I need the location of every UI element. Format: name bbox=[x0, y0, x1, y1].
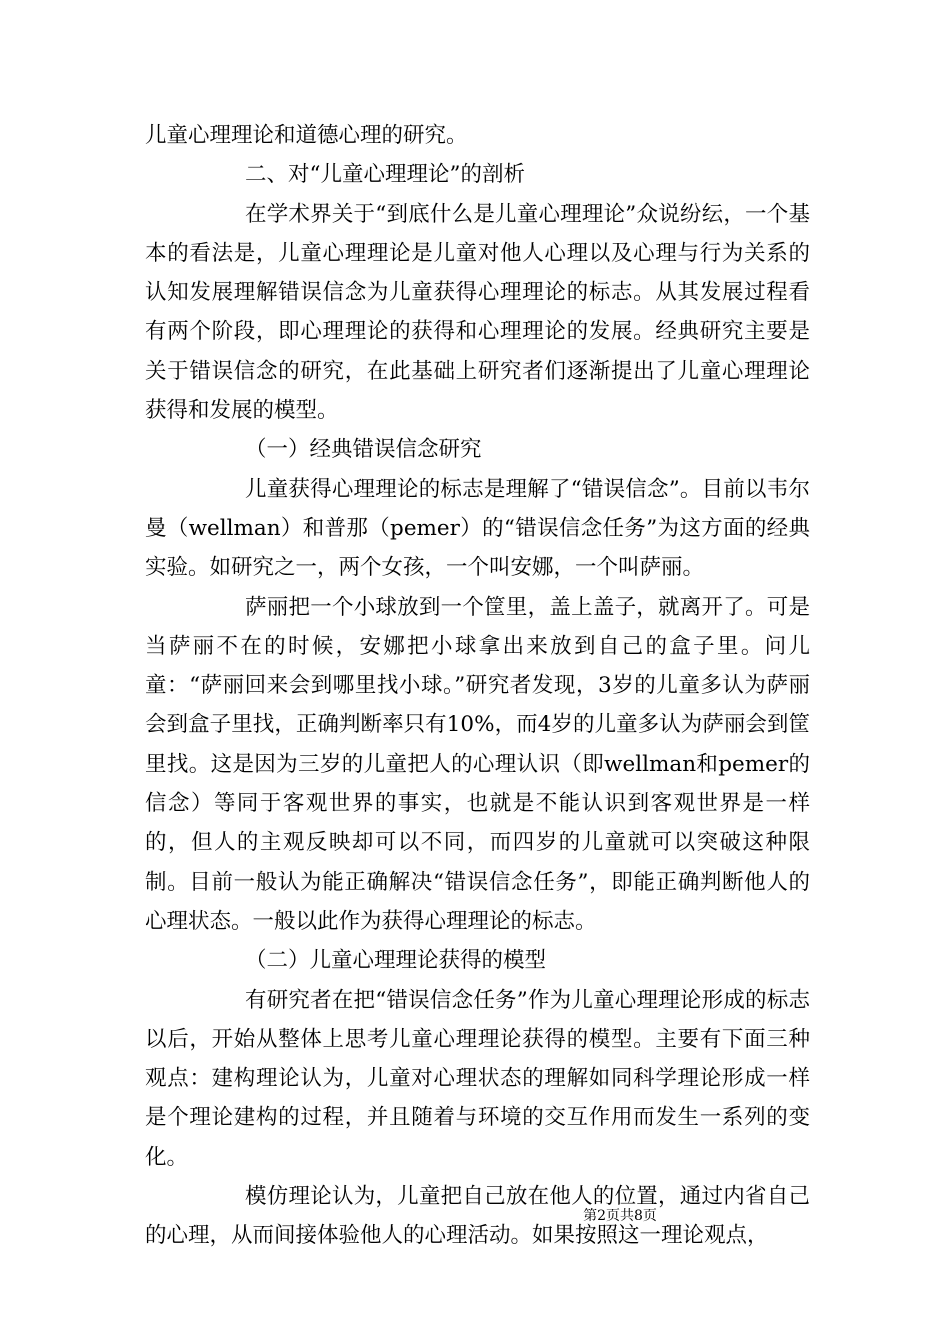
paragraph-false-belief-task: 儿童获得心理理论的标志是理解了“错误信念”。目前以韦尔曼（wellman）和普那（pemer）的“错误信念任务”为这方面的经典实验。如研究之一，两个女孩，一个叫安娜，一个叫萨丽。 bbox=[145, 476, 810, 581]
paragraph-construction-theory: 有研究者在把“错误信念任务”作为儿童心理理论形成的标志以后，开始从整体上思考儿童心理理论获得的模型。主要有下面三种观点：建构理论认为，儿童对心理状态的理解如同科学理论形成一样是个理论建构的过程，并且随着与环境的交互作用而发生一系列的变化。 bbox=[145, 987, 810, 1170]
page-number: 第2页共8页 bbox=[583, 1208, 657, 1224]
document-body bbox=[145, 116, 810, 1256]
paragraph-simulation-theory: 模仿理论认为，儿童把自己放在他人的位置，通过内省自己的心理，从而间接体验他人的心理活动。如果按照这一理论观点， bbox=[145, 1184, 810, 1249]
paragraph-definition: 在学术界关于“到底什么是儿童心理理论”众说纷纭，一个基本的看法是，儿童心理理论是儿童对他人心理以及心理与行为关系的认知发展理解错误信念为儿童获得心理理论的标志。从其发展过程看有两个阶段，即心理理论的获得和心理理论的发展。经典研究主要是关于错误信念的研究，在此基础上研究者们逐渐提出了儿童心理理论获得和发展的模型。 bbox=[145, 201, 810, 424]
subsection-heading-models: （二）儿童心理理论获得的模型 bbox=[245, 948, 547, 974]
paragraph-continuation: 儿童心理理论和道德心理的研究。 bbox=[145, 123, 468, 148]
section-heading-analysis: 二、对“儿童心理理论”的剖析 bbox=[245, 162, 525, 188]
paragraph-sally-anne: 萨丽把一个小球放到一个筐里，盖上盖子，就离开了。可是当萨丽不在的时候，安娜把小球拿出来放到自己的盒子里。问儿童：“萨丽回来会到哪里找小球。”研究者发现，3岁的儿童多认为萨丽会到盒子里找，正确判断率只有10%，而4岁的儿童多认为萨丽会到筐里找。这是因为三岁的儿童把人的心理认识（即wellman和pemer的信念）等同于客观世界的事实，也就是不能认识到客观世界是一样的，但人的主观反映却可以不同，而四岁的儿童就可以突破这种限制。目前一般认为能正确解决“错误信念任务”，即能正确判断他人的心理状态。一般以此作为获得心理理论的标志。 bbox=[145, 594, 810, 934]
subsection-heading-false-belief: （一）经典错误信念研究 bbox=[245, 437, 482, 463]
page-footer bbox=[0, 1206, 950, 1226]
